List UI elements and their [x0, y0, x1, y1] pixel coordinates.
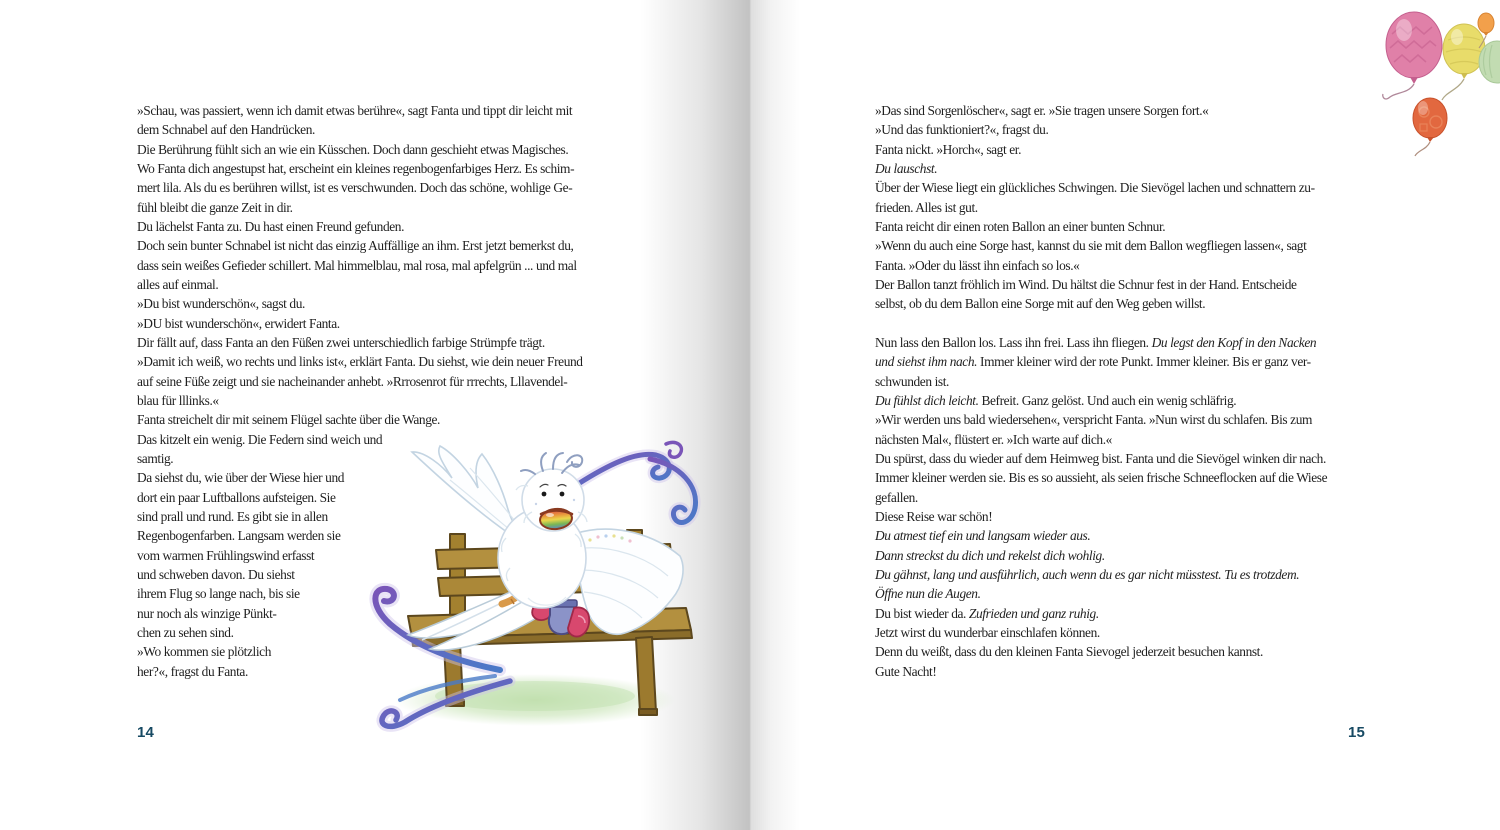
text-line: Dann streckst du dich und rekelst dich wohlig. [875, 547, 1105, 563]
fanta-bird-on-bench-illustration [350, 438, 710, 738]
text-line: dort ein paar Luftballons aufsteigen. Sie [137, 489, 336, 505]
wind-swirl-top-right [578, 442, 696, 522]
text-line: Dir fällt auf, dass Fanta an den Füßen zwei unterschiedlich farbige Strümpfe trägt. [137, 334, 545, 350]
text-line: Du bist wieder da. Zufrieden und ganz ruhig. [875, 605, 1099, 621]
text-line: dass sein weißes Gefieder schillert. Mal himmelblau, mal rosa, mal apfelgrün ... und mal [137, 257, 577, 273]
text-line: Die Berührung fühlt sich an wie ein Küsschen. Doch dann geschieht etwas Magisches. [137, 141, 569, 157]
text-line: schwunden ist. [875, 373, 949, 389]
text-line: »Damit ich weiß, wo rechts und links ist«, erklärt Fanta. Du siehst, wie dein neuer Freund [137, 354, 583, 370]
text-line: Du fühlst dich leicht. Befreit. Ganz gelöst. Und auch ein wenig schläfrig. [875, 392, 1237, 408]
text-line: Gute Nacht! [875, 663, 937, 679]
text-line: Fanta reicht dir einen roten Ballon an einer bunten Schnur. [875, 218, 1166, 234]
left-eye [542, 492, 547, 497]
text-line: und schweben davon. Du siehst [137, 566, 295, 582]
text-line: Du spürst, dass du wieder auf dem Heimweg bist. Fanta und die Sievögel winken dir nach. [875, 450, 1326, 466]
right-page-number: 15 [1348, 724, 1366, 741]
text-line: Immer kleiner werden sie. Bis es so aussieht, als seien frische Schneeflocken auf die Wiese [875, 470, 1328, 486]
text-line: fühl bleibt die ganze Zeit in dir. [137, 199, 293, 215]
text-line [875, 314, 1327, 333]
text-line: Du lächelst Fanta zu. Du hast einen Freund gefunden. [137, 218, 405, 234]
text-line: nur noch als winzige Pünkt- [137, 605, 277, 621]
text-line: auf seine Füße zeigt und sie nacheinander anhebt. »Rrrosenrot für rrrechts, Lllavendel- [137, 373, 568, 389]
text-line: mert lila. Als du es berühren willst, ist es verschwunden. Doch das schöne, wohlige Ge- [137, 180, 573, 196]
text-line: frieden. Alles ist gut. [875, 199, 978, 215]
text-line: »Das sind Sorgenlöscher«, sagt er. »Sie tragen unsere Sorgen fort.« [875, 103, 1209, 118]
balloons-illustration [1368, 0, 1500, 158]
right-eye [560, 492, 565, 497]
text-line: her?«, fragst du Fanta. [137, 663, 248, 679]
text-line: und siehst ihm nach. Immer kleiner wird der rote Punkt. Immer kleiner. Bis er ganz ver- [875, 354, 1311, 370]
text-line: selbst, ob du dem Ballon eine Sorge mit auf den Weg geben willst. [875, 296, 1206, 312]
text-line: vom warmen Frühlingswind erfasst [137, 547, 315, 563]
text-line: Fanta. »Oder du lässt ihn einfach so los.« [875, 257, 1080, 273]
text-line: »Du bist wunderschön«, sagst du. [137, 296, 305, 312]
text-line: »DU bist wunderschön«, erwidert Fanta. [137, 315, 340, 331]
text-line: Diese Reise war schön! [875, 508, 993, 524]
text-line: Du atmest tief ein und langsam wieder aus. [875, 528, 1091, 544]
text-line: ihrem Flug so lange nach, bis sie [137, 586, 300, 602]
text-line: Der Ballon tanzt fröhlich im Wind. Du hältst die Schnur fest in der Hand. Entscheide [875, 276, 1297, 292]
text-line: Wo Fanta dich angestupst hat, erscheint ein kleines regenbogenfarbiges Herz. Es schim- [137, 160, 575, 176]
text-line: sind prall und rund. Es gibt sie in allen [137, 508, 328, 524]
text-line: »Wir werden uns bald wiedersehen«, verspricht Fanta. »Nun wirst du schlafen. Bis zum [875, 412, 1313, 428]
text-line: Öffne nun die Augen. [875, 586, 981, 602]
text-line: Da siehst du, wie über der Wiese hier und [137, 470, 345, 486]
text-line: Nun lass den Ballon los. Lass ihn frei. Lass ihn fliegen. Du legst den Kopf in den Nacken [875, 334, 1317, 350]
text-line: Doch sein bunter Schnabel ist nicht das einzig Auffällige an ihm. Erst jetzt bemerkst du, [137, 238, 574, 254]
text-line: »Schau, was passiert, wenn ich damit etwas berühre«, sagt Fanta und tippt dir leicht mit [137, 103, 573, 118]
text-line: blau für lllinks.« [137, 392, 219, 408]
text-line: alles auf einmal. [137, 276, 219, 292]
text-line: nächsten Mal«, flüstert er. »Ich warte auf dich.« [875, 431, 1112, 447]
text-line: »Wenn du auch eine Sorge hast, kannst du sie mit dem Ballon wegfliegen lassen«, sagt [875, 238, 1307, 254]
text-line: »Und das funktioniert?«, fragst du. [875, 122, 1049, 138]
text-line: Das kitzelt ein wenig. Die Federn sind weich und [137, 431, 383, 447]
text-line: gefallen. [875, 489, 918, 505]
text-line: chen zu sehen sind. [137, 624, 234, 640]
balloon-pink [1383, 12, 1442, 99]
balloon-red-orange [1413, 98, 1447, 156]
text-line: dem Schnabel auf den Handrücken. [137, 122, 315, 138]
text-line: »Wo kommen sie plötzlich [137, 644, 271, 660]
text-line: Regenbogenfarben. Langsam werden sie [137, 528, 341, 544]
text-line: Denn du weißt, dass du den kleinen Fanta Sievogel jederzeit besuchen kannst. [875, 644, 1263, 660]
left-page-number: 14 [137, 724, 155, 741]
text-line: Fanta nickt. »Horch«, sagt er. [875, 141, 1022, 157]
text-line: Du lauschst. [875, 160, 938, 176]
text-line: Über der Wiese liegt ein glückliches Schwingen. Die Sievögel lachen und schnattern zu- [875, 180, 1315, 196]
right-page-text [875, 101, 1327, 681]
text-line: samtig. [137, 450, 174, 466]
text-line: Du gähnst, lang und ausführlich, auch wenn du es gar nicht müsstest. Tu es trotzdem. [875, 566, 1300, 582]
text-line: Fanta streichelt dir mit seinem Flügel sachte über die Wange. [137, 412, 440, 428]
text-line: Jetzt wirst du wunderbar einschlafen können. [875, 624, 1100, 640]
